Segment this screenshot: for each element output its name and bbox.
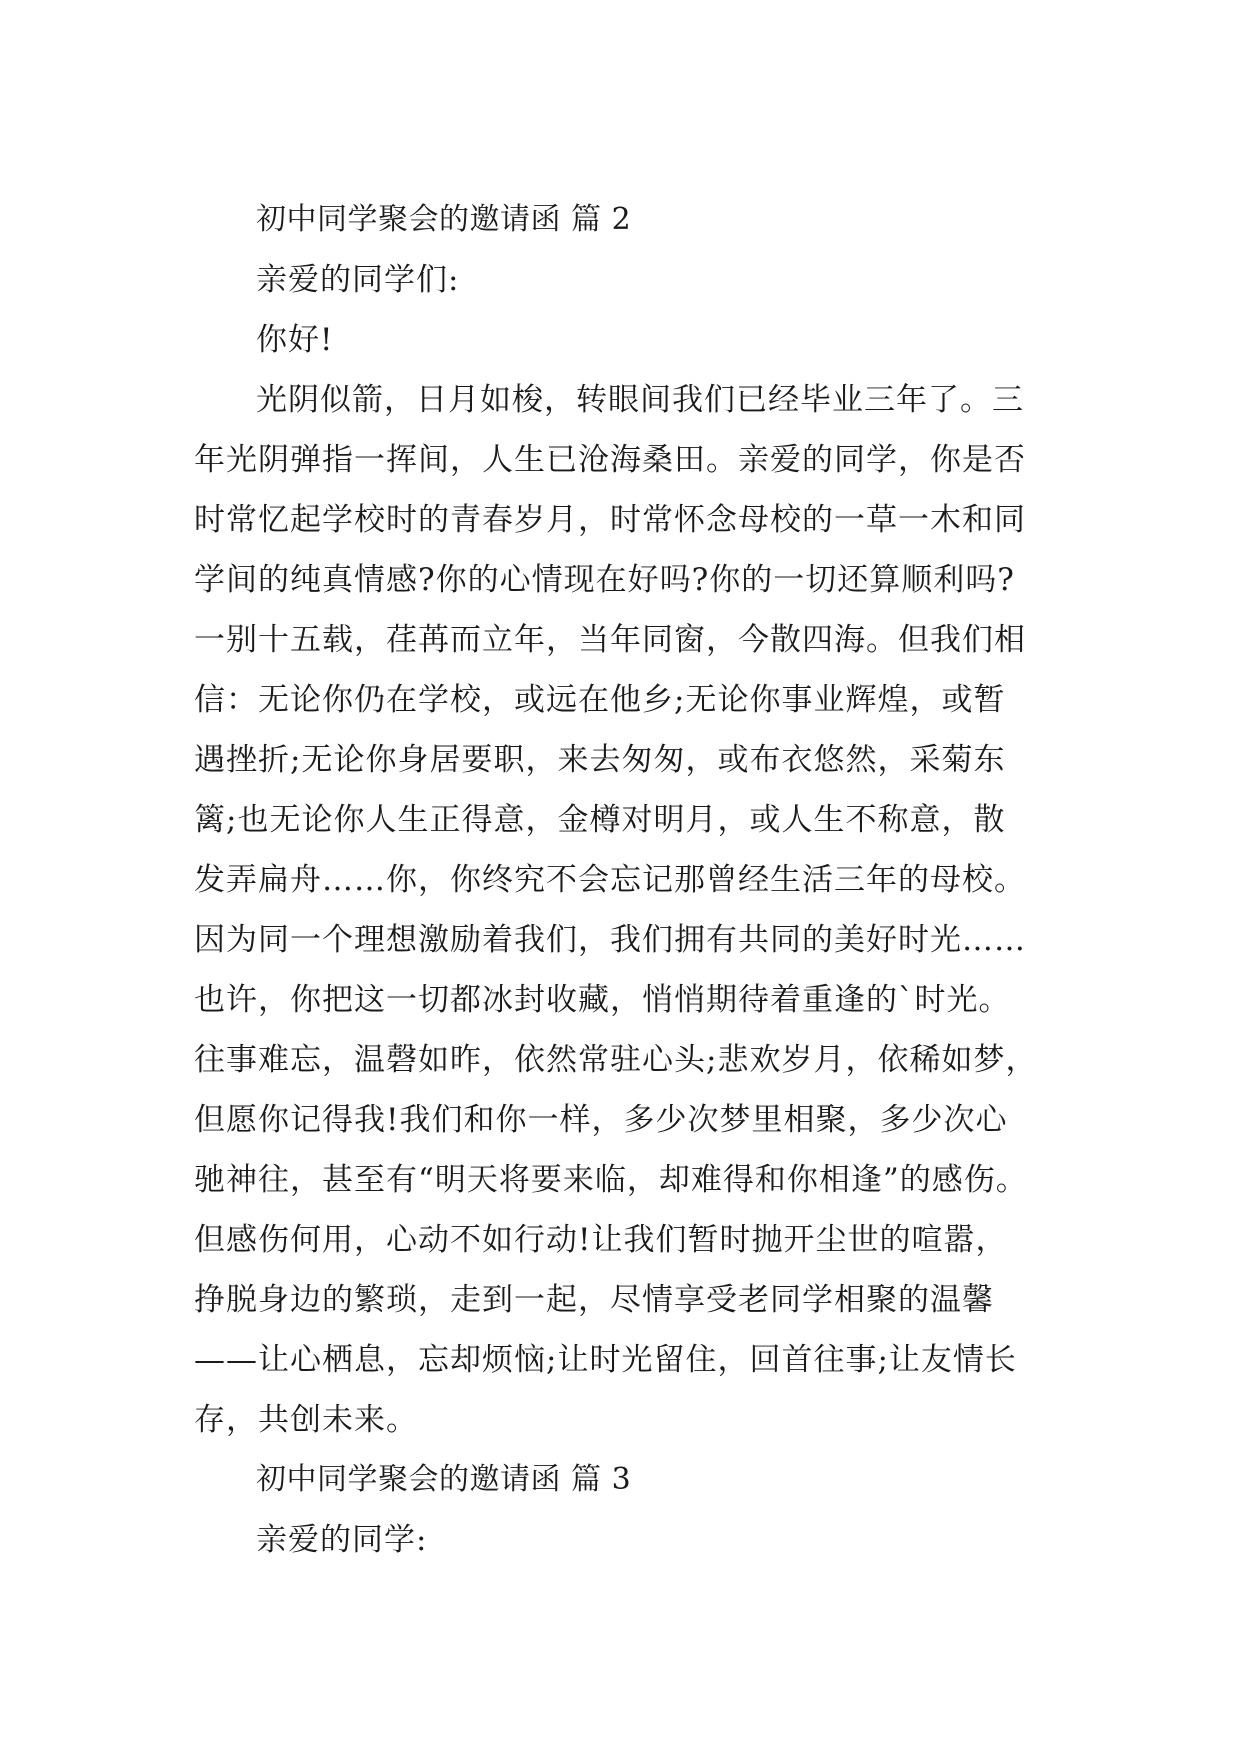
body-line: 存，共创未来。	[194, 1402, 418, 1438]
body-line: 时常忆起学校时的青春岁月，时常怀念母校的一草一木和同	[194, 502, 1026, 538]
section-2-salutation: 亲爱的同学们:	[256, 262, 460, 298]
body-line: 篱;也无论你人生正得意，金樽对明月，或人生不称意，散	[194, 802, 1006, 838]
section-2-title: 初中同学聚会的邀请函 篇 2	[256, 202, 632, 237]
body-line: 驰神往，甚至有“明天将要来临，却难得和你相逢”的感伤。	[194, 1162, 1028, 1198]
body-line: 年光阴弹指一挥间，人生已沧海桑田。亲爱的同学，你是否	[194, 442, 1026, 478]
body-line: 也许，你把这一切都冰封收藏，悄悄期待着重逢的`时光。	[194, 982, 1011, 1018]
section-2-greeting: 你好!	[256, 322, 334, 358]
body-line: 但愿你记得我!我们和你一样，多少次梦里相聚，多少次心	[194, 1102, 1008, 1138]
body-line: 光阴似箭，日月如梭，转眼间我们已经毕业三年了。三	[256, 382, 1024, 418]
body-line: 因为同一个理想激励着我们，我们拥有共同的美好时光……	[194, 922, 1026, 958]
body-line: 发弄扁舟……你，你终究不会忘记那曾经生活三年的母校。	[194, 862, 1026, 898]
body-line: 但感伤何用，心动不如行动!让我们暂时抛开尘世的喧嚣，	[194, 1222, 1008, 1258]
body-line: 一别十五载，荏苒而立年，当年同窗，今散四海。但我们相	[194, 622, 1026, 658]
body-line: 遇挫折;无论你身居要职，来去匆匆，或布衣悠然，采菊东	[194, 742, 1006, 778]
body-line: 学间的纯真情感?你的心情现在好吗?你的一切还算顺利吗?	[194, 562, 1015, 598]
section-3-salutation: 亲爱的同学:	[256, 1522, 428, 1558]
body-line: 挣脱身边的繁琐，走到一起，尽情享受老同学相聚的温馨	[194, 1282, 994, 1318]
body-line: ——让心栖息，忘却烦恼;让时光留住，回首往事;让友情长	[194, 1342, 1017, 1378]
body-line: 信：无论你仍在学校，或远在他乡;无论你事业辉煌，或暂	[194, 682, 1006, 718]
section-3-title: 初中同学聚会的邀请函 篇 3	[256, 1462, 632, 1497]
body-line: 往事难忘，温磬如昨，依然常驻心头;悲欢岁月，依稀如梦，	[194, 1042, 1038, 1078]
